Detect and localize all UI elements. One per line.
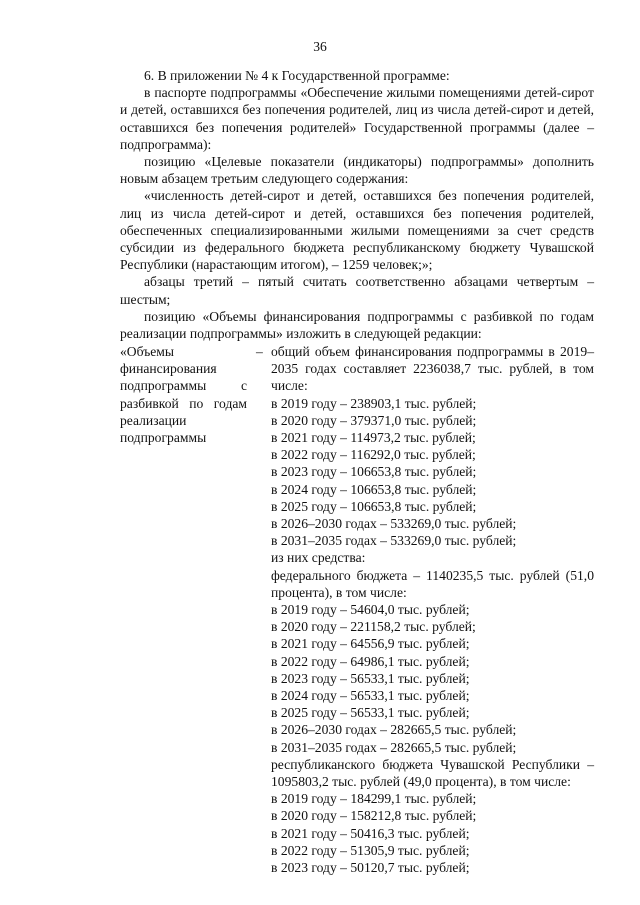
funding-year-line: в 2026–2030 годах – 533269,0 тыс. рублей; <box>271 516 517 532</box>
funding-of-them: из них средства: <box>271 550 366 566</box>
paragraph-target-indicators: позицию «Целевые показатели (индикаторы) подпрограммы» дополнить новым абзацем третьим следующего содержания: <box>120 154 594 187</box>
funding-label: «Объемы финансирования подпрограммы с разбивкой по годам реализации подпрограммы <box>120 344 247 446</box>
page-number: 36 <box>313 39 327 54</box>
funding-details <box>271 343 594 876</box>
funding-year-line: в 2022 году – 116292,0 тыс. рублей; <box>271 447 476 463</box>
federal-budget-text: федерального бюджета – 1140235,5 тыс. рублей (51,0 процента), в том числе: <box>271 567 594 600</box>
republic-year-line: в 2023 году – 50120,7 тыс. рублей; <box>271 860 470 876</box>
federal-year-line: в 2023 году – 56533,1 тыс. рублей; <box>271 670 470 686</box>
republic-year-line: в 2021 году – 50416,3 тыс. рублей; <box>271 825 470 841</box>
funding-dash: – <box>256 344 263 359</box>
federal-year-line: в 2020 году – 221158,2 тыс. рублей; <box>271 619 476 635</box>
funding-year-line: в 2024 году – 106653,8 тыс. рублей; <box>271 481 477 497</box>
paragraph-funding-position: позицию «Объемы финансирования подпрограммы с разбивкой по годам реализации подпрограммы» изложить в следующей редакции: <box>120 308 594 342</box>
republic-year-line: в 2020 году – 158212,8 тыс. рублей; <box>271 808 477 824</box>
paragraph-renumber: абзацы третий – пятый считать соответственно абзацами четвертым – шестым; <box>120 274 594 307</box>
paragraph-passport: в паспорте подпрограммы «Обеспечение жилыми помещениями детей-сирот и детей, оставшихся без попечения родителей, лиц из числа детей-сирот и детей, оставшихся без попечения родителей» Государственной программы (далее – подпрограмма): <box>120 85 594 152</box>
republic-year-line: в 2019 году – 184299,1 тыс. рублей; <box>271 791 477 807</box>
funding-year-line: в 2019 году – 238903,1 тыс. рублей; <box>271 395 477 411</box>
funding-total-text: общий объем финансирования подпрограммы в 2019–2035 годах составляет 2236038,7 тыс. рублей, в том числе: <box>271 344 594 394</box>
federal-year-line: в 2024 году – 56533,1 тыс. рублей; <box>271 688 470 704</box>
funding-year-line: в 2031–2035 годах – 533269,0 тыс. рублей; <box>271 533 517 549</box>
republic-budget-text: республиканского бюджета Чувашской Республики – 1095803,2 тыс. рублей (49,0 процента), в том числе: <box>271 756 594 790</box>
federal-year-line: в 2021 году – 64556,9 тыс. рублей; <box>271 636 470 652</box>
federal-budget-years <box>271 601 594 756</box>
federal-year-line: в 2022 году – 64986,1 тыс. рублей; <box>271 653 470 669</box>
federal-year-line: в 2031–2035 годах – 282665,5 тыс. рублей; <box>271 739 517 755</box>
funding-year-line: в 2020 году – 379371,0 тыс. рублей; <box>271 412 477 428</box>
funding-year-line: в 2025 году – 106653,8 тыс. рублей; <box>271 498 477 514</box>
republic-budget-years <box>271 790 594 876</box>
paragraph-quoted-indicator: «численность детей-сирот и детей, оставшихся без попечения родителей, лиц из числа детей-сирот и детей, оставшихся без попечения родителей, обеспеченных специализированными жилыми помещениями за счет средств субсидии из федерального бюджета республиканскому бюджету Чувашской Республики (нарастающим итогом), – 1259 человек;»; <box>120 188 594 273</box>
paragraph-item-6: 6. В приложении № 4 к Государственной программе: <box>144 68 450 83</box>
funding-total-years <box>271 395 594 550</box>
federal-year-line: в 2019 году – 54604,0 тыс. рублей; <box>271 602 470 618</box>
republic-year-line: в 2022 году – 51305,9 тыс. рублей; <box>271 842 470 858</box>
federal-year-line: в 2025 году – 56533,1 тыс. рублей; <box>271 705 470 721</box>
funding-year-line: в 2021 году – 114973,2 тыс. рублей; <box>271 430 476 446</box>
funding-year-line: в 2023 году – 106653,8 тыс. рублей; <box>271 464 477 480</box>
federal-year-line: в 2026–2030 годах – 282665,5 тыс. рублей; <box>271 722 517 738</box>
body-text <box>120 67 594 342</box>
